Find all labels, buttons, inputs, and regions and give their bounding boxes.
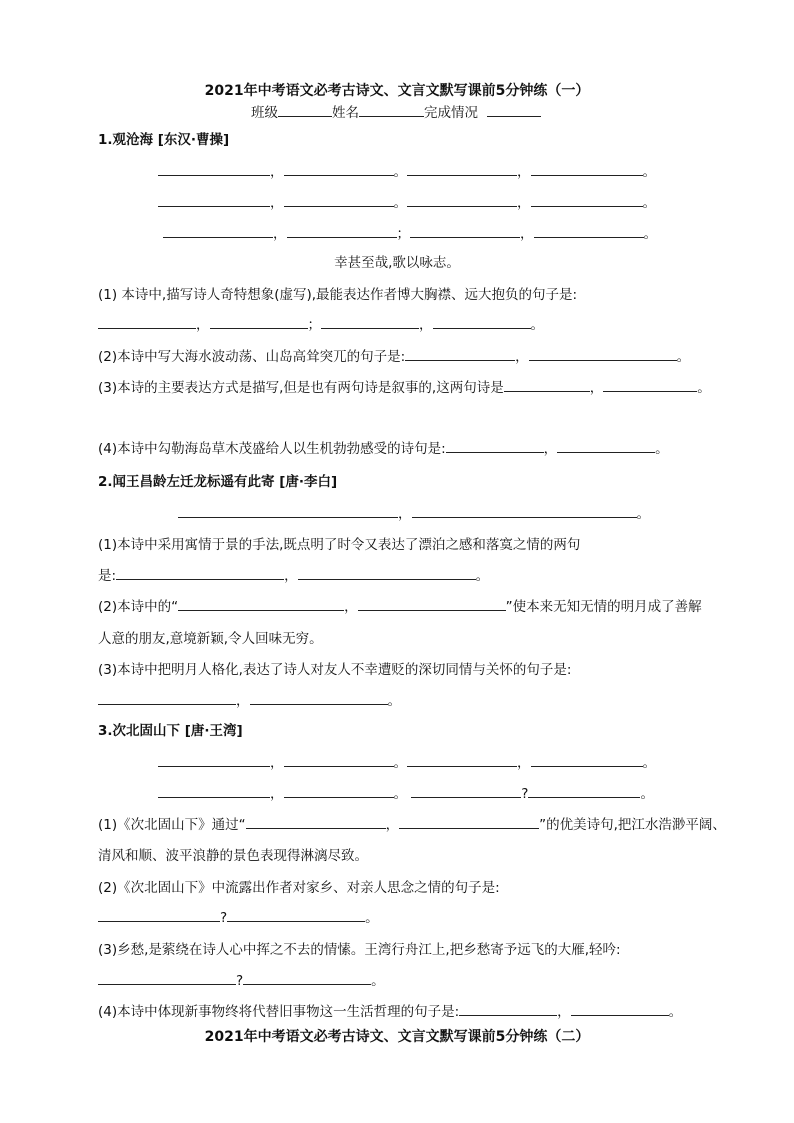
answer-blank[interactable] bbox=[158, 754, 270, 767]
section2-heading: 2.闻王昌龄左迁龙标遥有此寄 [唐·李白] bbox=[98, 474, 338, 490]
answer-blank[interactable] bbox=[243, 972, 371, 985]
answer-blank[interactable] bbox=[446, 440, 544, 453]
student-info-row bbox=[251, 101, 541, 121]
s1-question2: (2)本诗中写大海水波动荡、山岛高耸突兀的句子是: ， 。 bbox=[98, 349, 691, 365]
answer-blank[interactable] bbox=[528, 785, 640, 798]
answer-blank[interactable] bbox=[321, 316, 419, 329]
answer-blank[interactable] bbox=[210, 316, 308, 329]
answer-blank[interactable] bbox=[459, 1003, 557, 1016]
section1-heading: 1.观沧海 [东汉·曹操] bbox=[98, 132, 230, 148]
answer-blank[interactable] bbox=[412, 505, 637, 518]
poem3-line1: ， 。 ， 。 bbox=[158, 751, 656, 771]
answer-blank[interactable] bbox=[529, 348, 677, 361]
status-blank[interactable] bbox=[487, 104, 541, 117]
s3-question1: (1)《次北固山下》通过“ ， ”的优美诗句,把江水浩渺平阔、 bbox=[98, 817, 726, 833]
s2-q1-answers: 是: ， 。 bbox=[98, 568, 490, 584]
answer-blank[interactable] bbox=[571, 1003, 669, 1016]
answer-blank[interactable] bbox=[399, 816, 539, 829]
poem1-line1: ， 。 ， 。 bbox=[158, 160, 656, 180]
answer-blank[interactable] bbox=[284, 194, 394, 207]
answer-blank[interactable] bbox=[158, 194, 270, 207]
s3-q2-answers: ? 。 bbox=[98, 906, 379, 926]
answer-blank[interactable] bbox=[246, 816, 386, 829]
s3-question2: (2)《次北固山下》中流露出作者对家乡、对亲人思念之情的句子是: bbox=[98, 880, 500, 896]
page-title: 2021年中考语文必考古诗文、文言文默写课前5分钟练（一） bbox=[204, 83, 590, 99]
answer-blank[interactable] bbox=[178, 505, 398, 518]
s1-question4: (4)本诗中勾勒海岛草木茂盛给人以生机勃勃感受的诗句是: ， 。 bbox=[98, 441, 669, 457]
answer-blank[interactable] bbox=[298, 567, 476, 580]
answer-blank[interactable] bbox=[284, 163, 394, 176]
answer-blank[interactable] bbox=[531, 163, 643, 176]
answer-blank[interactable] bbox=[358, 598, 506, 611]
answer-blank[interactable] bbox=[98, 972, 236, 985]
s1-q1-answers: ， ； ， 。 bbox=[98, 313, 544, 333]
answer-blank[interactable] bbox=[557, 440, 655, 453]
answer-blank[interactable] bbox=[534, 225, 644, 238]
answer-blank[interactable] bbox=[158, 163, 270, 176]
answer-blank[interactable] bbox=[98, 692, 236, 705]
s2-question2-cont: 人意的朋友,意境新颖,令人回味无穷。 bbox=[98, 631, 323, 647]
s2-question2: (2)本诗中的“ ， ”使本来无知无情的明月成了善解 bbox=[98, 599, 702, 615]
section3-heading: 3.次北固山下 [唐·王湾] bbox=[98, 723, 243, 739]
s2-question1: (1)本诗中采用寓情于景的手法,既点明了时令又表达了漂泊之感和落寞之情的两句 bbox=[98, 537, 581, 553]
answer-blank[interactable] bbox=[250, 692, 388, 705]
poem1-line3: ， ； ， 。 bbox=[163, 222, 657, 242]
answer-blank[interactable] bbox=[407, 163, 517, 176]
answer-blank[interactable] bbox=[98, 316, 196, 329]
answer-blank[interactable] bbox=[410, 225, 520, 238]
s1-question1: (1) 本诗中,描写诗人奇特想象(虚写),最能表达作者博大胸襟、远大抱负的句子是: bbox=[98, 287, 578, 303]
answer-blank[interactable] bbox=[98, 909, 220, 922]
answer-blank[interactable] bbox=[603, 379, 697, 392]
name-blank[interactable] bbox=[359, 104, 424, 117]
s2-question3: (3)本诗中把明月人格化,表达了诗人对友人不幸遭贬的深切同情与关怀的句子是: bbox=[98, 662, 572, 678]
page-title-2: 2021年中考语文必考古诗文、文言文默写课前5分钟练（二） bbox=[204, 1029, 590, 1045]
class-label: 班级 bbox=[251, 105, 278, 121]
answer-blank[interactable] bbox=[411, 785, 521, 798]
name-label: 姓名 bbox=[332, 105, 359, 121]
answer-blank[interactable] bbox=[433, 316, 531, 329]
class-blank[interactable] bbox=[278, 104, 332, 117]
status-label: 完成情况 bbox=[424, 105, 478, 121]
s3-question1-cont: 清风和顺、波平浪静的景色表现得淋漓尽致。 bbox=[98, 848, 368, 864]
answer-blank[interactable] bbox=[531, 754, 643, 767]
answer-blank[interactable] bbox=[531, 194, 643, 207]
answer-blank[interactable] bbox=[287, 225, 397, 238]
answer-blank[interactable] bbox=[163, 225, 273, 238]
answer-blank[interactable] bbox=[405, 348, 515, 361]
answer-blank[interactable] bbox=[407, 194, 517, 207]
poem2-line1: ， 。 bbox=[178, 502, 650, 522]
answer-blank[interactable] bbox=[504, 379, 590, 392]
answer-blank[interactable] bbox=[284, 754, 394, 767]
answer-blank[interactable] bbox=[158, 785, 270, 798]
s3-question4: (4)本诗中体现新事物终将代替旧事物这一生活哲理的句子是: ， 。 bbox=[98, 1004, 683, 1020]
answer-blank[interactable] bbox=[227, 909, 365, 922]
poem3-line2: ， 。 ? 。 bbox=[158, 782, 654, 802]
s1-question3: (3)本诗的主要表达方式是描写,但是也有两句诗是叙事的,这两句诗是 ， 。 bbox=[98, 380, 711, 396]
s3-q3-answers: ? 。 bbox=[98, 969, 385, 989]
s2-q3-answers: ， 。 bbox=[98, 689, 401, 709]
answer-blank[interactable] bbox=[116, 567, 284, 580]
s3-question3: (3)乡愁,是萦绕在诗人心中挥之不去的情愫。王湾行舟江上,把乡愁寄予远飞的大雁,轻吟: bbox=[98, 942, 621, 958]
answer-blank[interactable] bbox=[178, 598, 344, 611]
answer-blank[interactable] bbox=[407, 754, 517, 767]
poem1-line2: ， 。 ， 。 bbox=[158, 191, 656, 211]
answer-blank[interactable] bbox=[284, 785, 394, 798]
poem1-last-line: 幸甚至哉,歌以咏志。 bbox=[334, 255, 460, 271]
